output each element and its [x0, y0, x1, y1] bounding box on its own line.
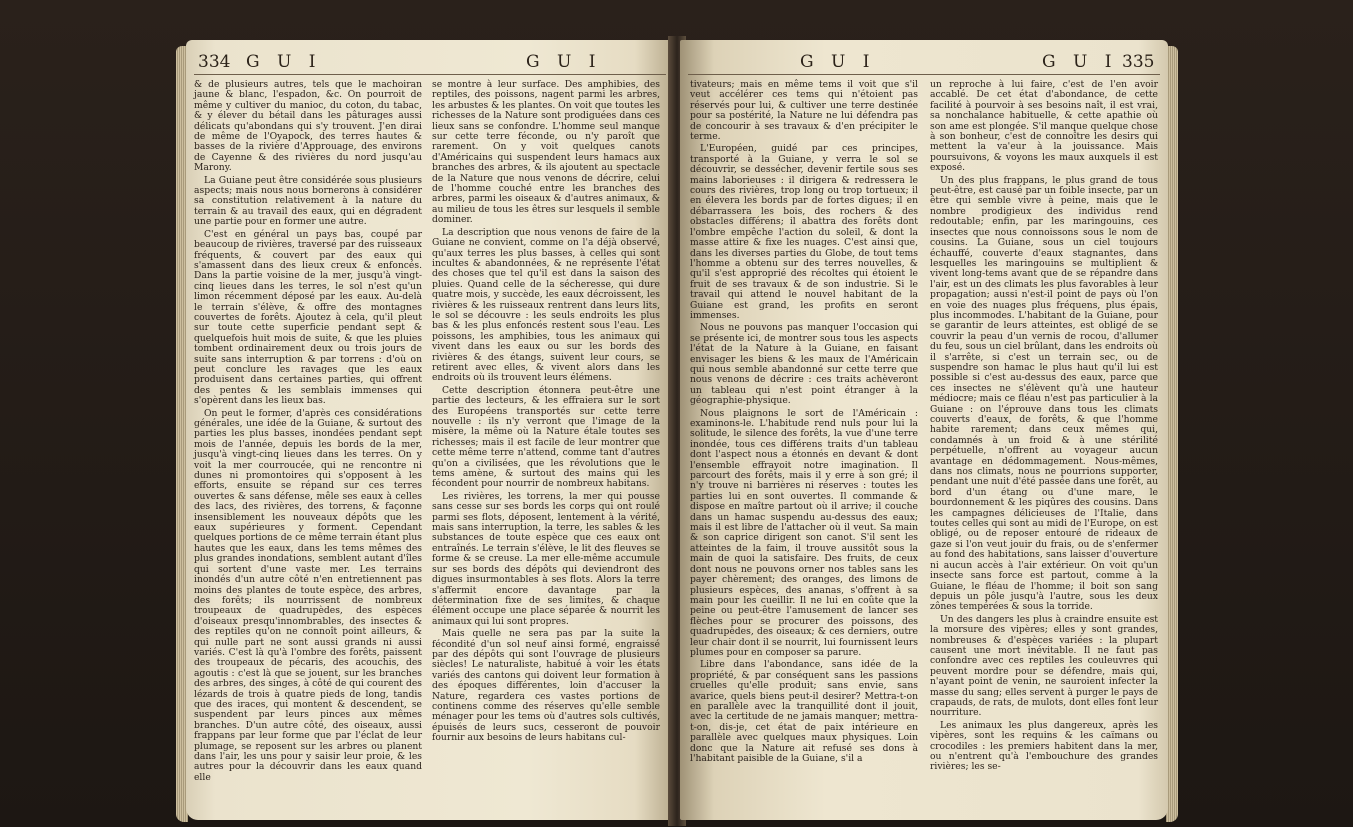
paragraph: se montre à leur surface. Des amphibies, des reptiles, des poissons, nagent parmi les arbres, les arbustes & les plantes. On voit que toutes les richesses de la Nature sont prodiguées dans ces lieux sans se confondre. L'homme seul manque sur cette terre féconde, ou n'y paroît que rarement. On y voit quelques canots d'Américains qui suspendent leurs hamacs aux branches des arbres, & ils ajoutent au spectacle de la Nature que nous venons de décrire, celui de l'homme couché entre les branches des arbres, parmi les oiseaux & d'autres animaux, & au milieu de tous les êtres sur lesquels il semble dominer.: [432, 79, 660, 226]
paragraph: La Guiane peut être considérée sous plusieurs aspects; mais nous nous bornerons à considérer sa constitution relativement à la nature du terrain & au travail des eaux, qui en dégradent une partie pour en former une autre.: [194, 174, 422, 228]
paragraph: On peut le former, d'après ces considérations générales, une idée de la Guiane, & surtout des parties les plus basses, inondées pendant sept mois de l'année, depuis les bords de la mer, jusqu'à vingt-cinq lieues dans les terres. On y voit la mer courroucée, qui ne rencontre ni dunes ni promontoires qui s'opposent à les efforts, ensuite se répand sur ces terres ouvertes & sans défense, mêle ses eaux à celles des lacs, des rivières, des torrens, & façonne insensiblement les nouveaux dépôts que les eaux supérieures y forment. Cependant quelques portions de ce même terrain étant plus hautes que les eaux, dans les tems mêmes des plus grandes inondations, semblent autant d'îles qui sortent d'une vaste mer. Les terrains inondés d'un autre côté n'en entretiennent pas moins des plantes de toute espèce, des arbres, des forêts; ils nourrissent de nombreux troupeaux de quadrupèdes, des espèces d'oiseaux presqu'innombrables, des insectes & des reptiles qu'on ne connoît point ailleurs, & qui nulle part ne sont aussi grands ni aussi variés. C'est là qu'à l'ombre des forêts, paissent des troupeaux de pécaris, des acouchis, des agoutis : c'est là que se jouent, sur les branches des arbres, des singes, à côté de qui courent des lézards de trois à quatre pieds de long, tandis que des iraces, qui montent & descendent, se suspendent par leurs pinces aux mêmes branches. D'un autre côté, des oiseaux, aussi frappans par leur forme que par l'éclat de leur plumage, se reposent sur les arbres ou planent dans l'air, les uns pour y saisir leur proie, & les autres pour la découvrir dans les eaux quand elle: [194, 407, 422, 783]
paragraph: La description que nous venons de faire de la Guiane ne convient, comme on l'a déjà observé, qu'aux terres les plus basses, à celles qui sont incultes & abandonnées, & ne représente l'état des choses que tel qu'il est dans la saison des pluies. Quand celle de la sécheresse, qui dure quatre mois, y succède, les eaux décroissent, les rivières & les ruisseaux rentrent dans leurs lits, le sol se découvre : les seuls endroits les plus bas & les plus enfoncés restent sous l'eau. Les poissons, les amphibies, tous les animaux qui vivent dans les eaux ou sur les bords des rivières & des étangs, suivent leur cours, se retirent avec elles, & vivent alors dans les endroits où ils trouvent leurs élémens.: [432, 226, 660, 384]
page-number-right: 335: [1122, 52, 1155, 72]
paragraph: Mais quelle ne sera pas par la suite la fécondité d'un sol neuf ainsi formé, engraissé par des dépôts qui sont l'ouvrage de plusieurs siècles! Le naturaliste, habitué à voir les états variés des cantons qui doivent leur formation à des époques différentes, loin d'accuser la Nature, regardera ces vastes portions de continens comme des réserves qu'elle semble ménager pour les tems où d'autres sols cultivés, épuisés de leurs sucs, cesseront de pouvoir fournir aux besoins de leurs habitans cul-: [432, 628, 660, 744]
running-head-right-col1: G U I: [800, 52, 876, 72]
paragraph: Les animaux les plus dangereux, après les vipères, sont les requins & les caïmans ou crocodiles : les premiers habitent dans la mer, ou n'entrent qu'à l'embouchure des grandes rivières; les se-: [930, 719, 1158, 773]
paragraph: tivateurs; mais en même tems il voit que s'il veut accélérer ces tems qui n'étoient pas réservés pour lui, & cultiver une terre destinée pour sa postérité, la Nature ne lui défendra pas de concourir à ses travaux & d'en précipiter le terme.: [690, 79, 918, 143]
paragraph: Les rivières, les torrens, la mer qui pousse sans cesse sur ses bords les corps qui ont roulé parmi ses flots, déposent, lentement à la vérité, mais sans interruption, la terre, les sables & les substances de toute espèce que ces eaux ont entraînés. Le terrain s'élève, le lit des fleuves se forme & se creuse. La mer elle-même accumule sur ses bords des dépôts qui deviendront des digues insurmontables à ses flots. Alors la terre s'affermit encore davantage par la détermination fixe de ses limites, & chaque élément occupe une place séparée & nourrit les animaux qui lui sont propres.: [432, 490, 660, 627]
paragraph: Un des plus frappans, le plus grand de tous peut-être, est causé par un foible insecte, par un être qui semble vivre à peine, mais que le nombre prodigieux des individus rend redoutable; enfin, par les maringouins, ces insectes que nous connoissons sous le nom de cousins. La Guiane, sous un ciel toujours échauffé, couverte d'eaux stagnantes, dans lesquelles les maringouins se multiplient & vivent long-tems avant que de se répandre dans l'air, est un des climats les plus favorables à leur propagation; aussi n'est-il point de pays où l'on en voie des nuages plus fréquens, plus épais, plus incommodes. L'habitant de la Guiane, pour se garantir de leurs atteintes, est obligé de se couvrir la peau d'un vernis de rocou, d'allumer du feu, sous un ciel brûlant, dans les endroits où il s'arrête, si c'est un terrain sec, ou de suspendre son hamac le plus haut qu'il lui est possible si c'est au-dessus des eaux, parce que ces insectes ne s'élèvent qu'à une hauteur médiocre; mais ce fléau n'est pas particulier à la Guiane : on l'éprouve dans tous les climats couverts d'eaux, de forêts, & que l'homme habite rarement; dans ceux mêmes qui, condamnés à un froid & à une stérilité perpétuelle, n'offrent au voyageur aucun avantage en dédommagement. Nous-mêmes, dans nos climats, nous ne pourrions supporter, pendant une nuit d'été passée dans une forêt, au bord d'un étang ou d'une mare, le bourdonnement & les piqûres des cousins. Dans les campagnes délicieuses de l'Italie, dans toutes celles qui sont au midi de l'Europe, on est obligé, ou de reposer entouré de rideaux de gaze si l'on veut jouir du frais, ou de s'enfermer au fond des habitations, sans laisser d'ouverture ni aucun accès à l'air extérieur. On voit qu'un insecte sans force est partout, comme à la Guiane, le fléau de l'homme; il boit son sang depuis un pôle jusqu'à l'autre, sous les deux zônes tempérées & sous la torride.: [930, 174, 1158, 613]
paragraph: Cette description étonnera peut-être une partie des lecteurs, & les effraiera sur le sort des Européens transportés sur cette terre nouvelle : ils n'y verront que l'image de la misère, la même où la Nature étale toutes ses richesses; mais il est facile de leur montrer que cette même terre n'attend, comme tant d'autres qu'on a civilisées, que les révolutions que le tems amène, & surtout des mains qui les fécondent pour nourrir de nombreux habitans.: [432, 384, 660, 490]
paragraph: & de plusieurs autres, tels que le machoiran jaune & blanc, l'espadon, &c. On pourroit de même y cultiver du manioc, du coton, du tabac, & y élever du bétail dans les pâturages aussi délicats qu'abondans qui s'y trouvent. J'en dirai de même de l'Oyapock, des terres hautes & basses de la rivière d'Approuage, des environs de Cayenne & des rivières du nord jusqu'au Marony.: [194, 79, 422, 174]
paragraph: un reproche à lui faire, c'est de l'en avoir accablé. De cet état d'abondance, de cette facilité à pourvoir à ses besoins naît, il est vrai, sa nonchalance habituelle, & cette apathie où son ame est plongée. S'il manque quelque chose à son bonheur, c'est de connoître les desirs qui mettent la va'eur à la jouissance. Mais poursuivons, & voyons les maux auxquels il est exposé.: [930, 79, 1158, 174]
paragraph: Un des dangers les plus à craindre ensuite est la morsure des vipères; elles y sont grandes, nombreuses & d'espèces variées : la plupart causent une mort inévitable. Il ne faut pas confondre avec ces reptiles les couleuvres qui peuvent mordre pour se défendre, mais qui, n'ayant point de venin, ne sauroient infecter la masse du sang; elles servent à purger le pays de crapauds, de rats, de mulots, dont elles font leur nourriture.: [930, 613, 1158, 719]
right-column-2: [930, 80, 1158, 775]
header-rule: [194, 74, 666, 75]
header-rule: [688, 74, 1160, 75]
left-column-1: [194, 80, 422, 785]
paragraph: L'Européen, guidé par ces principes, transporté à la Guiane, y verra le sol se découvrir, se dessécher, devenir fertile sous ses mains laborieuses : il dirigera & redressera le cours des rivières, trop long ou trop tortueux; il en élevera les bords par de fortes digues; il en débarrassera les bois, des rochers & des obstacles différens; il abattra des forêts dont l'ombre empêche l'action du soleil, & dont la masse attire & fixe les nuages. C'est ainsi que, dans les diverses parties du Globe, de tout tems l'homme a obtenu sur des terres nouvelles, & qu'il s'est approprié des récoltes qui étoient le fruit de ses travaux & de son industrie. Si le travail qui attend le nouvel habitant de la Guiane est grand, les profits en seront immenses.: [690, 143, 918, 321]
running-head-left-col1: G U I: [246, 52, 322, 72]
right-column-1: [690, 80, 918, 766]
running-head-right-col2: G U I: [1042, 52, 1118, 72]
paragraph: Libre dans l'abondance, sans idée de la propriété, & par conséquent sans les passions cruelles qu'elle produit; sans envie, sans avarice, quels biens peut-il desirer? Mettra-t-on en parallèle avec la tranquillité dont il jouit, avec la certitude de ne jamais manquer; mettra-t-on, dis-je, cet état de paix intérieure en parallèle avec quelques maux physiques. Loin donc que la Nature ait refusé ses dons à l'habitant paisible de la Guiane, s'il a: [690, 659, 918, 764]
left-page: [186, 40, 674, 820]
paragraph: Nous ne pouvons pas manquer l'occasion qui se présente ici, de montrer sous tous les aspects l'état de la Nature à la Guiane, en faisant envisager les biens & les maux de l'Américain qui nous semble abandonné sur cette terre que nous venons de décrire : ces traits achèveront un tableau qui n'est point étranger à la géographie-physique.: [690, 322, 918, 407]
page-number-left: 334: [198, 52, 231, 72]
running-head-left-col2: G U I: [526, 52, 602, 72]
paragraph: Nous plaignons le sort de l'Américain : examinons-le. L'habitude rend nuls pour lui la solitude, le silence des forêts, la vue d'une terre inondée, tous ces différens traits d'un tableau dont l'aspect nous a étonnés en devant & dont l'ensemble effrayoit notre imagination. Il parcourt des forêts, mais il y erre à son gré; il n'y trouve ni barrières ni réserves : toutes les parties lui en sont ouvertes. Il commande & dispose en maître partout où il arrive; il couche dans un hamac suspendu au-dessus des eaux; mais il est libre de l'attacher où il veut. Sa main & son caprice dirigent son canot. S'il sent les atteintes de la faim, il trouve aussitôt sous la main de quoi la satisfaire. Des fruits, de ceux dont nous ne pouvons orner nos tables sans les payer chèrement; des oranges, des limons de plusieurs espèces, des ananas, s'offrent à sa main pour les cueillir. Il ne lui en coûte que la peine ou peut-être l'amusement de lancer ses flèches pour se procurer des poissons, des quadrupèdes, des oiseaux; & ces derniers, outre leur chair dont il se nourrit, lui fournissent leurs plumes pour en composer sa parure.: [690, 407, 918, 658]
right-page: [680, 40, 1168, 820]
paragraph: C'est en général un pays bas, coupé par beaucoup de rivières, traversé par des ruisseaux fréquents, & couvert par des eaux qui s'amassent dans des lieux creux & enfoncés. Dans la partie voisine de la mer, jusqu'à vingt-cinq lieues dans les terres, le sol n'est qu'un limon récemment déposé par les eaux. Au-delà le terrain s'élève, & offre des montagnes couvertes de forêts. Ajoutez à cela, qu'il pleut sur toute cette superficie pendant sept & quelquefois huit mois de suite, & que les pluies tombent ordinairement deux ou trois jours de suite sans interruption & par torrens : d'où on peut conclure les ravages que les eaux produisent dans certaines parties, qui offrent des pentes & les semblais immenses qui s'opèrent dans les lieux bas.: [194, 228, 422, 407]
left-column-2: [432, 80, 660, 746]
